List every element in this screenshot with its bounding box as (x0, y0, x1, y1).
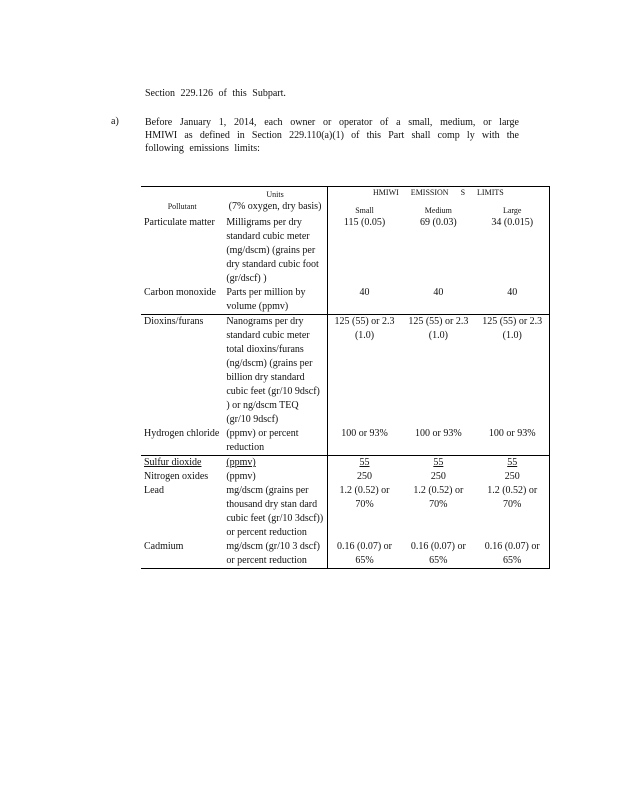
small-cell: 250 (327, 470, 401, 484)
header-large: Large (475, 205, 549, 216)
large-cell: 55 (475, 456, 549, 471)
units-cell: (ppmv) (226, 471, 256, 482)
header-units (223, 187, 327, 217)
header-units-sub: (7% oxygen, dry basis) (228, 201, 322, 212)
table-row (141, 286, 550, 315)
small-cell: 100 or 93% (327, 427, 401, 456)
pollutant-cell: Hydrogen chloride (141, 427, 223, 456)
medium-cell: 1.2 (0.52) or 70% (413, 485, 464, 510)
large-cell: 250 (475, 470, 549, 484)
small-cell: 1.2 (0.52) or 70% (327, 484, 401, 540)
units-cell: mg/dscm (gr/10 3 dscf) or percent reduction (223, 540, 327, 569)
header-pollutant: Pollutant (141, 187, 223, 217)
pollutant-cell: Carbon monoxide (141, 286, 223, 315)
pollutant-cell: Nitrogen oxides (144, 471, 209, 482)
item-label: a) (111, 116, 119, 127)
medium-cell: 100 or 93% (401, 427, 475, 456)
table-row (141, 470, 550, 484)
large-cell: 34 (0.015) (475, 216, 549, 286)
small-cell: 40 (327, 286, 401, 315)
medium-cell: 0.16 (0.07) or 65% (401, 540, 475, 569)
intro-text: Section 229.126 of this Subpart. (145, 88, 286, 99)
header-units-title: Units (266, 190, 284, 199)
item-text: Before January 1, 2014, each owner or operator of a small, medium, or large HMIWI as defined in Section 229.110(a)(1) of this Part shall comp ly with the following emissions limits: (145, 117, 519, 154)
small-cell: 125 (55) or 2.3 (1.0) (327, 315, 401, 428)
table-row (141, 216, 550, 286)
medium-cell: 40 (401, 286, 475, 315)
units-cell: mg/dscm (grains per thousand dry stan dard cubic feet (gr/10 3dscf)) or percent reduction (226, 485, 324, 538)
units-cell: (ppmv) (226, 457, 256, 468)
small-cell: 0.16 (0.07) or 65% (327, 540, 401, 569)
pollutant-cell: Particulate matter (144, 217, 215, 228)
medium-cell: 55 (433, 457, 444, 468)
medium-cell: 125 (55) or 2.3 (1.0) (408, 316, 469, 341)
table-row (141, 540, 550, 569)
units-cell: (ppmv) or percent reduction (223, 427, 327, 456)
large-cell: 125 (55) or 2.3 (1.0) (475, 315, 549, 428)
pollutant-cell: Cadmium (141, 540, 223, 569)
large-cell: 40 (475, 286, 549, 315)
pollutant-cell: Sulfur dioxide (144, 457, 202, 468)
header-hmiwi-group: HMIWI EMISSION S LIMITS (327, 187, 549, 206)
pollutant-cell: Dioxins/furans (144, 316, 204, 327)
emission-limits-table (141, 186, 550, 569)
table-row (141, 315, 550, 428)
large-cell: 1.2 (0.52) or 70% (475, 484, 549, 540)
header-small: Small (327, 205, 401, 216)
table-row (141, 456, 550, 471)
medium-cell: 69 (0.03) (420, 217, 457, 228)
large-cell: 100 or 93% (475, 427, 549, 456)
small-cell: 115 (0.05) (327, 216, 401, 286)
medium-cell: 250 (430, 471, 446, 482)
table-row (141, 427, 550, 456)
units-cell: Milligrams per dry standard cubic meter (mg/dscm) (grains per dry standard cubic foot (gr/dscf) ) (226, 217, 319, 284)
header-medium: Medium (424, 206, 452, 215)
table-row (141, 484, 550, 540)
units-cell: Parts per million by volume (ppmv) (223, 286, 327, 315)
units-cell: Nanograms per dry standard cubic meter total dioxins/furans (ng/dscm) (grains per billion dry standard cubic feet (gr/10 9dscf) ) or ng/dscm TEQ (gr/10 9dscf) (226, 316, 320, 425)
small-cell: 55 (327, 456, 401, 471)
pollutant-cell: Lead (144, 485, 164, 496)
large-cell: 0.16 (0.07) or 65% (475, 540, 549, 569)
